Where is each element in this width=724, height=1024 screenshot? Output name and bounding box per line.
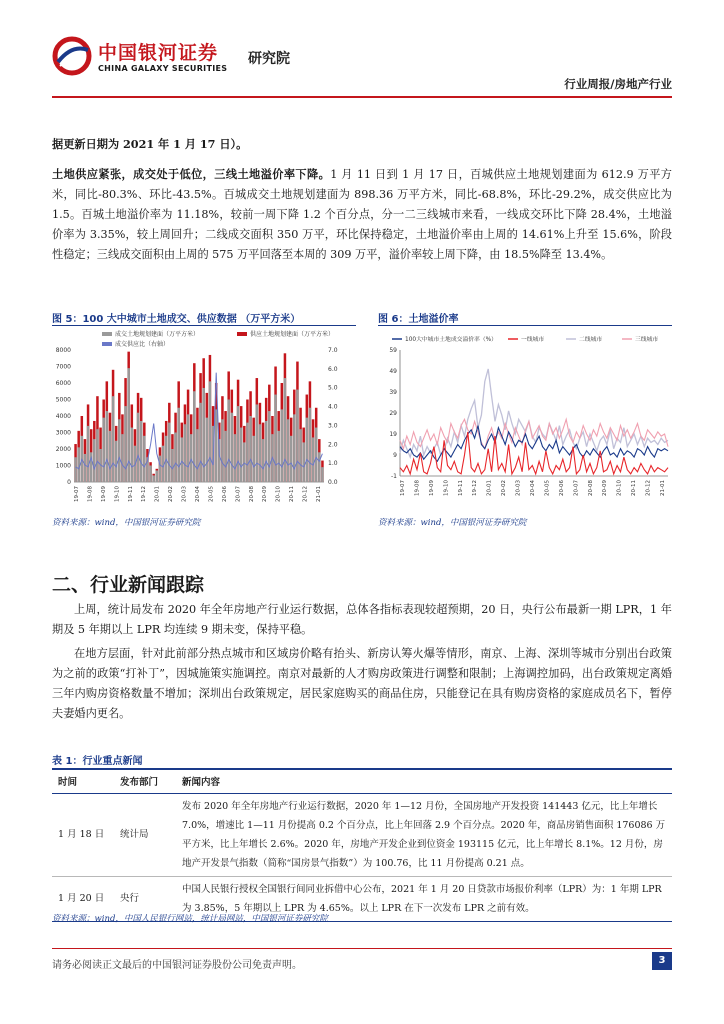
x-tick: 20-04: [530, 480, 536, 496]
y-right-tick: 3.0: [328, 422, 338, 430]
x-tick: 20-09: [262, 486, 269, 502]
y-right-tick: 2.0: [328, 441, 338, 449]
deal-bar: [299, 429, 302, 482]
x-tick: 19-12: [141, 486, 148, 502]
legend-swatch: [102, 332, 112, 336]
deal-bar: [112, 396, 115, 482]
deal-bar: [137, 413, 140, 482]
x-tick: 21-01: [660, 480, 666, 496]
x-tick: 19-08: [87, 486, 94, 502]
fig6-source: 资料来源：wind，中国银河证券研究院: [378, 518, 527, 528]
deal-bar: [265, 421, 268, 482]
deal-bar: [268, 411, 271, 482]
legend-label: 100大中城市土地成交溢价率（%）: [405, 337, 497, 343]
row-content: 发布 2020 年全年房地产行业运行数据，2020 年 1—12 月份，全国房地产开发投资 141443 亿元，比上年增长 7.0%，增速比 1—11 月份提高 0.2 个百分点，比上年回落 2.9 个百分点。2020 年，商品房销售面积 176086 万平方米，比上年增长 2.6%。2020 年，房地产开发企业到位资金 193115 亿元，比上年增长 8.1%。12 月份，房地产开发景气指数（简称“国房景气指数”）为 100.76，比 11 月份提高 0.21 点。: [176, 793, 672, 876]
x-tick: 20-11: [289, 486, 296, 502]
deal-bar: [287, 419, 290, 482]
deal-bar: [140, 421, 143, 482]
y-tick: 49: [389, 368, 397, 375]
y-right-tick: 7.0: [328, 347, 338, 354]
y-left-tick: 0: [67, 479, 71, 486]
legend-swatch: [237, 332, 247, 336]
deal-bar: [187, 414, 190, 482]
series-line: [400, 419, 668, 448]
x-tick: 20-07: [235, 486, 242, 502]
x-tick: 20-09: [602, 480, 609, 496]
x-tick: 20-08: [248, 486, 255, 502]
deal-bar: [252, 436, 255, 482]
x-tick: 19-08: [414, 480, 421, 496]
deal-bar: [256, 404, 259, 482]
deal-bar: [312, 437, 315, 482]
legend-label: 一线城市: [521, 337, 545, 343]
x-tick: 19-11: [457, 480, 464, 496]
deal-bar: [259, 424, 262, 482]
company-logo: [52, 30, 312, 84]
x-tick: 20-06: [558, 480, 565, 496]
x-tick: 21-01: [316, 486, 322, 502]
land-paragraph-lead: 土地供应紧张，成交处于低位，三线土地溢价率下降。: [52, 167, 331, 181]
deal-bar: [115, 441, 118, 482]
fig5-title-rule: [52, 325, 356, 326]
y-left-tick: 3000: [55, 429, 71, 437]
chart5-legend: [102, 330, 334, 348]
x-tick: 19-10: [114, 486, 121, 502]
x-tick: 19-10: [443, 480, 450, 496]
x-tick: 20-06: [221, 486, 228, 502]
x-tick: 19-11: [127, 486, 134, 502]
deal-bar: [262, 439, 265, 482]
deal-bar: [321, 467, 324, 482]
y-tick: 19: [389, 431, 397, 438]
report-type: 行业周报/房地产行业: [564, 77, 672, 91]
deal-bar: [277, 431, 280, 482]
deal-bar: [293, 414, 296, 482]
deal-bar: [199, 403, 202, 482]
series-line: [400, 369, 668, 457]
x-tick: 20-05: [208, 486, 215, 502]
header-content: 新闻内容: [176, 769, 672, 793]
legend-label: 成交供应比（右轴）: [115, 341, 170, 348]
deal-bar: [127, 368, 130, 482]
y-tick: 9: [393, 452, 397, 459]
y-tick: 59: [389, 347, 397, 354]
deal-bar: [177, 408, 180, 482]
deal-bar: [231, 413, 234, 482]
y-tick: -1: [391, 473, 397, 480]
deal-bar: [159, 456, 162, 482]
y-right-tick: 0.0: [328, 479, 338, 486]
page-number: 3: [652, 952, 672, 970]
deal-bar: [234, 434, 237, 482]
y-left-tick: 8000: [55, 347, 71, 354]
table-row: [52, 793, 672, 876]
header-divider: [52, 96, 672, 98]
deal-bar: [174, 433, 177, 483]
fig5-source: 资料来源：wind，中国银河证券研究院: [52, 518, 201, 528]
row-date: 1 月 20 日: [52, 876, 114, 921]
y-right-tick: 1.0: [328, 460, 338, 468]
deal-bar: [206, 418, 209, 482]
deal-bar: [196, 429, 199, 482]
y-left-tick: 6000: [55, 380, 71, 387]
y-left-tick: 5000: [55, 396, 71, 404]
x-tick: 19-09: [428, 480, 435, 496]
x-tick: 19-07: [400, 480, 406, 496]
x-tick: 20-08: [587, 480, 594, 496]
news-paragraph-2: 在地方层面，针对此前部分热点城市和区域房价略有抬头、新房认筹火爆等情形，南京、上海、深圳等城市分别出台政策为之前的政策“打补丁”，因城施策实施调控。南京对最新的人才购房政策进行调整和限制；上海调控加码，出台政策规定离婚三年内购房资格数量不增加；深圳出台政策规定，居民家庭购买的商品住房，只能登记在具有购房资格的家庭成员名下，暂停夫妻婚内更名。: [52, 647, 672, 720]
x-tick: 20-02: [501, 480, 508, 496]
deal-bar: [152, 475, 155, 482]
x-tick: 20-10: [616, 480, 623, 496]
y-left-tick: 7000: [55, 363, 71, 371]
legend-swatch: [102, 342, 112, 346]
deal-bar: [274, 395, 277, 482]
intro-tail: 据更新日期为 2021 年 1 月 17 日）。: [52, 137, 248, 151]
y-tick: 29: [389, 410, 397, 417]
fig6-title: 图 6：土地溢价率: [378, 314, 459, 325]
deal-bar: [243, 442, 246, 482]
deal-bar: [202, 388, 205, 482]
deal-bar: [168, 423, 171, 482]
deal-bar: [306, 418, 309, 482]
galaxy-logo-icon: [52, 36, 92, 76]
chart6-axes: [400, 350, 668, 476]
deal-bar: [240, 428, 243, 482]
deal-bar: [209, 381, 212, 482]
table-source: 资料来源：wind，中国人民银行网站，统计局网站，中国银河证券研究院: [52, 914, 328, 924]
deal-bar: [184, 424, 187, 482]
legend-label: 二线城市: [579, 337, 603, 343]
header-dept: 发布部门: [114, 769, 176, 793]
land-paragraph-body: 1 月 11 日到 1 月 17 日，百城供应土地规划建面为 612.9 万平方米，同比-80.3%、环比-43.5%。百城成交土地规划建面为 898.36 万平方米，同比-68.8%，环比-29.2%，成交供应比为 1.5。百城土地溢价率为 11.18%，较前一周下降 1.2 个百分点，分一二三线城市来看，一线成交环比下降 28.4%，土地溢价率为 3.35%，较上周回升；二线成交面积 350 万平，环比保持稳定，土地溢价率由上周的 14.61%上升至 15.6%，阶段性稳定；三线成交面积由上周的 575 万平回落至本周的 309 万平，溢价率较上周下降，由 18.5%降至 13.4%。: [52, 168, 672, 261]
deal-bar: [149, 466, 152, 483]
y-right-tick: 6.0: [328, 365, 338, 373]
x-tick: 20-10: [275, 486, 282, 502]
deal-bar: [143, 436, 146, 482]
chart6-tick-labels: [389, 347, 666, 496]
news-table: [52, 768, 672, 922]
y-right-tick: 4.0: [328, 403, 338, 411]
deal-bar: [302, 442, 305, 482]
y-tick: 39: [389, 389, 397, 396]
y-left-tick: 1000: [55, 462, 71, 470]
deal-bar: [290, 436, 293, 482]
fig5-title: 图 5：100 大中城市土地成交、供应数据 （万平方米）: [52, 314, 301, 325]
x-tick: 19-09: [100, 486, 107, 502]
y-left-tick: 4000: [55, 413, 71, 420]
legend-label: 成交土地规划建面（万平方米）: [115, 331, 200, 338]
land-paragraph: [52, 164, 672, 265]
deal-bar: [193, 391, 196, 482]
deal-bar: [124, 406, 127, 482]
deal-bar: [84, 454, 87, 482]
legend-label: 三线城市: [635, 337, 659, 343]
deal-bar: [281, 409, 284, 482]
deal-bar: [318, 452, 321, 482]
deal-bar: [109, 431, 112, 482]
x-tick: 20-12: [302, 486, 309, 502]
x-tick: 19-12: [472, 480, 479, 496]
deal-bar: [156, 470, 159, 482]
table-header-row: [52, 769, 672, 793]
x-tick: 19-07: [74, 486, 80, 502]
institute-label: 研究院: [248, 51, 290, 67]
deal-bar: [249, 416, 252, 482]
deal-bar: [296, 390, 299, 482]
fig6-title-rule: [378, 325, 672, 326]
deal-bar: [246, 423, 249, 482]
company-name-cn: 中国银河证券: [98, 42, 219, 64]
news-paragraph-1: 上周，统计局发布 2020 年全年房地产行业运行数据，总体各指标表现较超预期，20 日，央行公布最新一期 LPR，1 年期及 5 年期以上 LPR 均连续 9 期未变，保持平稳。: [52, 603, 672, 636]
land-premium-chart: [378, 328, 672, 512]
x-tick: 20-04: [195, 486, 201, 502]
row-dept: 统计局: [114, 793, 176, 876]
x-tick: 20-02: [168, 486, 175, 502]
deal-bar: [131, 428, 134, 482]
deal-bar: [227, 400, 230, 483]
y-right-tick: 5.0: [328, 384, 338, 392]
deal-bar: [224, 431, 227, 482]
footer-divider: [52, 948, 672, 949]
x-tick: 20-07: [573, 480, 580, 496]
x-tick: 20-05: [544, 480, 551, 496]
x-tick: 20-11: [631, 480, 638, 496]
row-date: 1 月 18 日: [52, 793, 114, 876]
deal-bar: [237, 406, 240, 482]
x-tick: 20-03: [515, 480, 522, 496]
deal-bar: [315, 428, 318, 482]
row-content: 中国人民银行授权全国银行间同业拆借中心公布，2021 年 1 月 20 日贷款市场报价利率（LPR）为：1 年期 LPR 为 3.85%，5 年期以上 LPR 为 4.65%。以上 LPR 在下一次发布 LPR 之前有效。: [176, 876, 672, 921]
deal-bar: [190, 434, 193, 482]
deal-bar: [102, 418, 105, 482]
company-name-en: CHINA GALAXY SECURITIES: [98, 64, 228, 73]
deal-bar: [121, 434, 124, 482]
x-tick: 20-03: [181, 486, 188, 502]
deal-bar: [96, 429, 99, 482]
header-date: 时间: [52, 769, 114, 793]
deal-bar: [74, 457, 77, 482]
deal-bar: [171, 449, 174, 482]
footer-disclaimer: 请务必阅读正文最后的中国银河证券股份公司免责声明。: [52, 960, 302, 971]
deal-bar: [215, 409, 218, 482]
deal-bar: [106, 411, 109, 482]
deal-bar: [284, 378, 287, 482]
deal-bar: [221, 419, 224, 482]
chart6-lines: [400, 369, 668, 474]
chart6-legend: [392, 335, 658, 343]
y-left-tick: 2000: [55, 446, 71, 453]
table-title: 表 1：行业重点新闻: [52, 756, 143, 767]
x-tick: 20-01: [486, 480, 493, 496]
land-supply-chart: [52, 328, 356, 512]
x-tick: 20-12: [645, 480, 652, 496]
deal-bar: [93, 439, 96, 482]
deal-bar: [181, 437, 184, 482]
section-title: 二、行业新闻跟踪: [52, 574, 205, 596]
x-tick: 20-01: [154, 486, 161, 502]
row-dept: 央行: [114, 876, 176, 921]
deal-bar: [309, 408, 312, 482]
deal-bar: [87, 426, 90, 482]
deal-bar: [118, 419, 121, 482]
legend-label: 供应土地规划建面（万平方米）: [250, 331, 335, 338]
